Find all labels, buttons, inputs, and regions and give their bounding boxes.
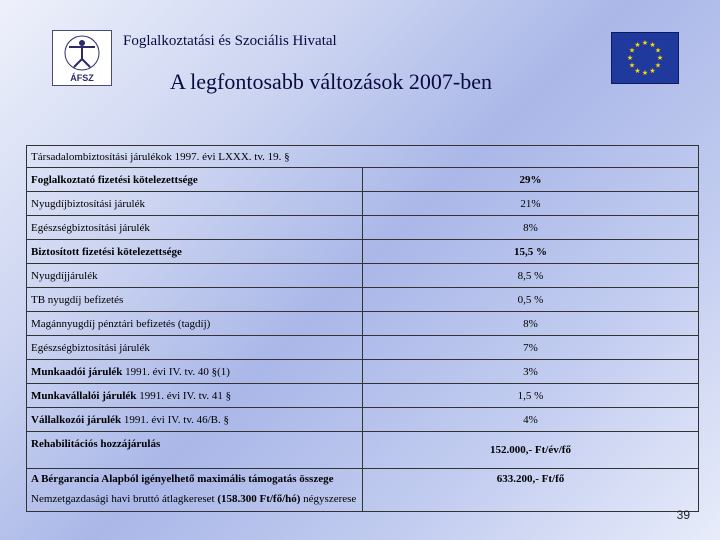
table-row bbox=[27, 384, 699, 408]
row-note bbox=[31, 485, 358, 505]
row-value: 0,5 % bbox=[363, 288, 699, 312]
row-label: Rehabilitációs hozzájárulás bbox=[27, 432, 363, 469]
table-row bbox=[27, 312, 699, 336]
row-label-bold: Vállalkozói járulék bbox=[31, 413, 122, 426]
table-row bbox=[27, 469, 699, 512]
row-label bbox=[27, 469, 363, 512]
row-value: 8% bbox=[363, 216, 699, 240]
row-label bbox=[27, 408, 363, 432]
eu-flag bbox=[611, 32, 679, 84]
afsz-logo bbox=[52, 30, 112, 86]
flag-star-icon: ★ bbox=[654, 46, 662, 55]
page-title: A legfontosabb változások 2007-ben bbox=[170, 69, 492, 94]
page-number: 39 bbox=[676, 508, 690, 522]
row-value: 21% bbox=[363, 192, 699, 216]
note-post: négyszerese bbox=[300, 493, 357, 505]
flag-star-icon: ★ bbox=[649, 41, 656, 50]
row-value: 7% bbox=[363, 336, 699, 360]
flag-star-icon: ★ bbox=[656, 54, 664, 62]
row-label: Nyugdíjjárulék bbox=[27, 264, 363, 288]
table-row bbox=[27, 168, 699, 192]
note-pre: Nemzetgazdasági havi bruttó átlagkereset bbox=[31, 493, 218, 505]
organization-name: Foglalkoztatási és Szociális Hivatal bbox=[123, 33, 337, 49]
row-value: 1,5 % bbox=[363, 384, 699, 408]
row-label: Biztosított fizetési kötelezettsége bbox=[27, 240, 363, 264]
table-row bbox=[27, 216, 699, 240]
table-row bbox=[27, 192, 699, 216]
table-header: Társadalombiztosítási járulékok 1997. évi LXXX. tv. 19. § bbox=[27, 146, 699, 168]
row-label bbox=[27, 384, 363, 408]
flag-star-icon: ★ bbox=[628, 46, 636, 55]
row-label: Magánnyugdíj pénztári befizetés (tagdíj) bbox=[27, 312, 363, 336]
flag-star-icon: ★ bbox=[628, 61, 636, 70]
row-label-rest: 1991. évi IV. tv. 46/B. § bbox=[121, 413, 230, 426]
row-label bbox=[27, 360, 363, 384]
flag-star-icon: ★ bbox=[626, 54, 634, 62]
flag-star-icon: ★ bbox=[641, 69, 649, 77]
flag-star-icon: ★ bbox=[634, 41, 641, 50]
table-row bbox=[27, 336, 699, 360]
row-value: 3% bbox=[363, 360, 699, 384]
contributions-table bbox=[26, 145, 699, 512]
row-label-text: A Bérgarancia Alapból igényelhető maximális támogatás összege bbox=[31, 473, 334, 485]
table-row bbox=[27, 240, 699, 264]
table-header-row bbox=[27, 146, 699, 168]
row-label: Egészségbiztosítási járulék bbox=[27, 336, 363, 360]
row-label-rest: 1991. évi IV. tv. 41 § bbox=[136, 389, 232, 402]
row-label: Foglalkoztató fizetési kötelezettsége bbox=[27, 168, 363, 192]
row-label: Nyugdíjbiztosítási járulék bbox=[27, 192, 363, 216]
row-value: 633.200,- Ft/fő bbox=[363, 469, 699, 512]
row-label: TB nyugdíj befizetés bbox=[27, 288, 363, 312]
row-value: 15,5 % bbox=[363, 240, 699, 264]
flag-star-icon: ★ bbox=[641, 39, 649, 47]
flag-star-icon: ★ bbox=[634, 66, 641, 75]
note-bold: (158.300 Ft/fő/hó) bbox=[217, 493, 301, 505]
table-row bbox=[27, 408, 699, 432]
row-label-bold: Munkavállalói járulék bbox=[31, 389, 137, 402]
flag-star-icon: ★ bbox=[649, 66, 656, 75]
row-label: Egészségbiztosítási járulék bbox=[27, 216, 363, 240]
row-value: 4% bbox=[363, 408, 699, 432]
row-value: 29% bbox=[363, 168, 699, 192]
table-row bbox=[27, 432, 699, 469]
flag-star-icon: ★ bbox=[654, 61, 662, 70]
table-row bbox=[27, 360, 699, 384]
row-label-bold: Munkaadói járulék bbox=[31, 365, 123, 378]
table-row bbox=[27, 264, 699, 288]
row-value: 152.000,- Ft/év/fő bbox=[363, 432, 699, 469]
row-value: 8% bbox=[363, 312, 699, 336]
logo-text: ÁFSZ bbox=[70, 73, 94, 83]
row-value: 8,5 % bbox=[363, 264, 699, 288]
table-row bbox=[27, 288, 699, 312]
row-label-rest: 1991. évi IV. tv. 40 §(1) bbox=[122, 365, 230, 378]
